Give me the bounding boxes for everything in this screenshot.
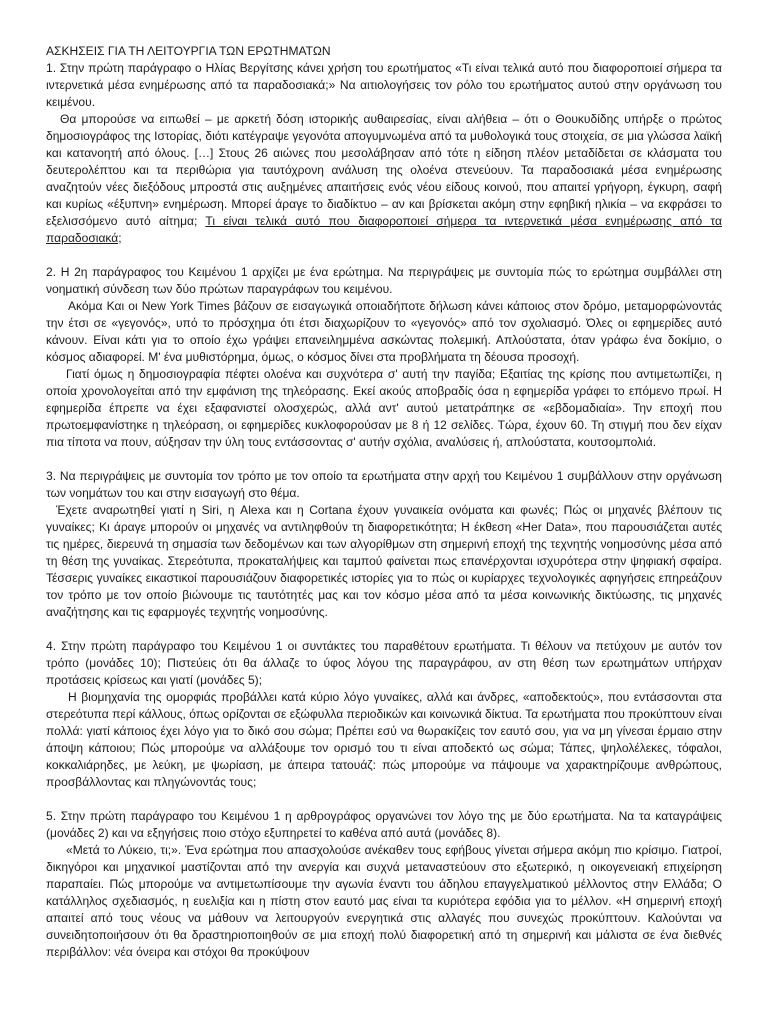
- exercise-5-question: 5. Στην πρώτη παράγραφο του Κειμένου 1 η αρθρογράφος οργανώνει τον λόγο της με δύο ερωτήματα. Να τα καταγράψεις (μονάδες 2) και να εξηγήσεις ποιο στόχο εξυπηρετεί το καθένα από αυτά (μονάδες 8).: [46, 809, 722, 840]
- spacer: [46, 621, 722, 638]
- exercise-1-passage: [46, 111, 722, 247]
- exercise-2-passage-1: Ακόμα Και οι New York Times βάζουν σε εισαγωγικά οποιαδήποτε δήλωση κάνει κάποιος στον δρόμο, μεταμορφώνοντάς την έτσι σε «γεγονός», υπό το πρόσχημα ότι έτσι διαχωρίζουν το «γεγονός» από τον σχολιασμό. Όλες οι εφημερίδες αυτό κάνουν. Είναι κάτι για το οποίο έχω γράψει επανειλημμένα ασκώντας πολεμική. Απλούστατα, όταν γράφω ένα δοκίμιο, ο κόσμος αδιαφορεί. Μ' ένα μυθιστόρημα, όμως, ο κόσμος δίνει στα προβλήματα τη δέουσα προσοχή.: [46, 299, 722, 364]
- exercise-2-passage-2: Γιατί όμως η δημοσιογραφία πέφτει ολοένα και συχνότερα σ' αυτή την παγίδα; Εξαιτίας της κρίσης που αντιμετωπίζει, η οποία χρονολογείται από την εμφάνιση της τηλεόρασης. Εκεί ακούς αποβραδίς όσα η εφημερίδα γράφει το επόμενο πρωί. Η εφημερίδα έπρεπε να έχει εξαφανιστεί ολοσχερώς, αλλά αντ' αυτού μετατράπηκε σε «εβδομαδιαία». Την εποχή που πρωτοεμφανίστηκε η τηλεόραση, οι εφημερίδες κυκλοφορούσαν με 8 ή 12 σελίδες. Τώρα, έχουν 60. Τη στιγμή που δεν είχαν πια τίποτα να πουν, αύξησαν την ύλη τους εντάσσοντας σ' αυτήν σχόλια, αναλύσεις ή, απλούστατα, κουτσομπολιά.: [46, 367, 722, 449]
- exercise-3-question: 3. Να περιγράψεις με συντομία τον τρόπο με τον οποίο τα ερωτήματα στην αρχή του Κειμένου 1 συμβάλλουν στην οργάνωση των νοημάτων του και στην εισαγωγή στο θέμα.: [46, 469, 722, 500]
- spacer: [46, 791, 722, 808]
- exercise-5-passage: «Μετά το Λύκειο, τι;». Ένα ερώτημα που απασχολούσε ανέκαθεν τους εφήβους γίνεται σήμερα ακόμη πιο κρίσιμο. Γιατροί, δικηγόροι και μηχανικοί μαστίζονται από την ανεργία και συχνά μεταναστεύουν στο εξωτερικό, η οικογενειακή επιχείρηση παραπαίει. Πώς μπορούμε να αντιμετωπίσουμε την αγωνία έναντι του άδηλου επαγγελματικού μέλλοντος στην Ελλάδα; Ο κατάλληλος σχεδιασμός, η ευελιξία και η πίστη στον εαυτό μας είναι τα κυριότερα εφόδια για το μέλλον. «Η σημερινή εποχή απαιτεί από τους νέους να μάθουν να λειτουργούν ενεργητικά στις αλλαγές που συνεχώς προκύπτουν. Καλούνται να συνειδητοποιήσουν ότι θα δραστηριοποιηθούν σε μια εποχή πολύ διαφορετική από τη σημερινή και μάλιστα σε ένα διεθνές περιβάλλον: νέα όνειρα και στόχοι θα προκύψουν: [46, 843, 722, 959]
- exercise-3-passage: Έχετε αναρωτηθεί γιατί η Siri, η Alexa και η Cortana έχουν γυναικεία ονόματα και φωνές; Πώς οι μηχανές βλέπουν τις γυναίκες; Κι άραγε μπορούν οι μηχανές να αντιληφθούν τη διαφορετικότητα; Η έκθεση «Her Data», που παρουσιάζεται αυτές τις ημέρες, διερευνά τη σημασία των δεδομένων και των αλγορίθμων στη σημερινή εποχή της τεχνητής νοημοσύνης μέσα από τη θέση της γυναίκας. Στερεότυπα, προκαταλήψεις και ταμπού φαίνεται πως επανέρχονται ισχυρότερα στην ψηφιακή σφαίρα. Τέσσερις γυναίκες εικαστικοί παρουσιάζουν διαφορετικές ιστορίες για το πώς οι κυρίαρχες τεχνολογικές αφηγήσεις επηρεάζουν τον τρόπο με τον οποίο βιώνουμε τις ταυτότητές μας και τον κόσμο μέσα από τα μέσα κοινωνικής δικτύωσης, τις μηχανές αναζήτησης και τις εφαρμογές τεχνητής νοημοσύνης.: [46, 503, 722, 619]
- exercise-1-underlined-question: Τι είναι τελικά αυτό που διαφοροποιεί σήμερα τα ιντερνετικά μέσα ενημέρωσης από τα παραδοσιακά;: [46, 214, 722, 245]
- exercise-2-question: 2. Η 2η παράγραφος του Κειμένου 1 αρχίζει με ένα ερώτημα. Να περιγράψεις με συντομία πώς το ερώτημα συμβάλλει στη νοηματική σύνδεση των δύο πρώτων παραγράφων του κειμένου.: [46, 265, 722, 296]
- spacer: [46, 247, 722, 264]
- exercise-1-passage-text: Θα μπορούσε να ειπωθεί – με αρκετή δόση ιστορικής αυθαιρεσίας, είναι αλήθεια – ότι ο Θουκυδίδης υπήρξε ο πρώτος δημοσιογράφος της Ιστορίας, διότι κατέγραψε γεγονότα απογυμνωμένα από τα μυθολογικά τους στοιχεία, σε μια γλώσσα λαϊκή και κατανοητή από όλους. […] Στους 26 αιώνες που μεσολάβησαν από τότε η είδηση πλέον μεταδίδεται σε κλάσματα του δευτερολέπτου και τα περιθώρια για ταυτόχρονη ανάλυση της ολοένα στενεύουν. Τα παραδοσιακά μέσα ενημέρωσης αναζητούν νέες διεξόδους μπροστά στις αυξημένες απαιτήσεις ενός νέου είδους κοινού, που απαιτεί γρήγορη, έγκυρη, σαφή και κυρίως «έξυπνη» ενημέρωση. Μπορεί άραγε το διαδίκτυο – αν και βρίσκεται ακόμη στην εφηβική ηλικία – να εκφράσει το εξελισσόμενο αυτό αίτημα;: [46, 112, 722, 228]
- exercise-1-question: 1. Στην πρώτη παράγραφο ο Ηλίας Βεργίτσης κάνει χρήση του ερωτήματος «Τι είναι τελικά αυτό που διαφοροποιεί σήμερα τα ιντερνετικά μέσα ενημέρωσης από τα παραδοσιακά;» Να αιτιολογήσεις τον ρόλο του ερωτήματος αυτού στην οργάνωση του κειμένου.: [46, 61, 722, 109]
- spacer: [46, 451, 722, 468]
- exercise-4-passage: Η βιομηχανία της ομορφιάς προβάλλει κατά κύριο λόγο γυναίκες, αλλά και άνδρες, «αποδεκτούς», που εντάσσονται στα στερεότυπα περί κάλλους, όπως ορίζονται σε εξώφυλλα περιοδικών και κοινωνικά δίκτυα. Τα ερωτήματα που προκύπτουν είναι πολλά: γιατί κάποιος έχει λόγο για το δικό σου σώμα; Πρέπει εσύ να θωρακίζεις τον εαυτό σου, για να μη γίνεσαι έρμαιο στην άποψη κάποιου; Πώς μπορούμε να αλλάξουμε τον ορισμό του τι είναι αποδεκτό ως σώμα; Τάπες, ψηλολέλεκες, τόφαλοι, κοκκαλιάρηδες, με λεύκη, με ψωρίαση, με άπειρα τατουάζ: πώς μπορούμε να πάψουμε να χαρακτηρίζουμε ανθρώπους, προσβάλλοντας και πληγώνοντάς τους;: [46, 690, 722, 789]
- document-title: ΑΣΚΗΣΕΙΣ ΓΙΑ ΤΗ ΛΕΙΤΟΥΡΓΙΑ ΤΩΝ ΕΡΩΤΗΜΑΤΩΝ: [46, 44, 331, 58]
- exercise-4-question: 4. Στην πρώτη παράγραφο του Κειμένου 1 οι συντάκτες του παραθέτουν ερωτήματα. Τι θέλουν να πετύχουν με αυτόν τον τρόπο (μονάδες 10); Πιστεύεις ότι θα άλλαζε το ύφος λόγου της παραγράφου, αν στη θέση των ερωτημάτων υπήρχαν προτάσεις κρίσεως και γιατί (μονάδες 5);: [46, 639, 722, 687]
- document-body: [46, 43, 722, 961]
